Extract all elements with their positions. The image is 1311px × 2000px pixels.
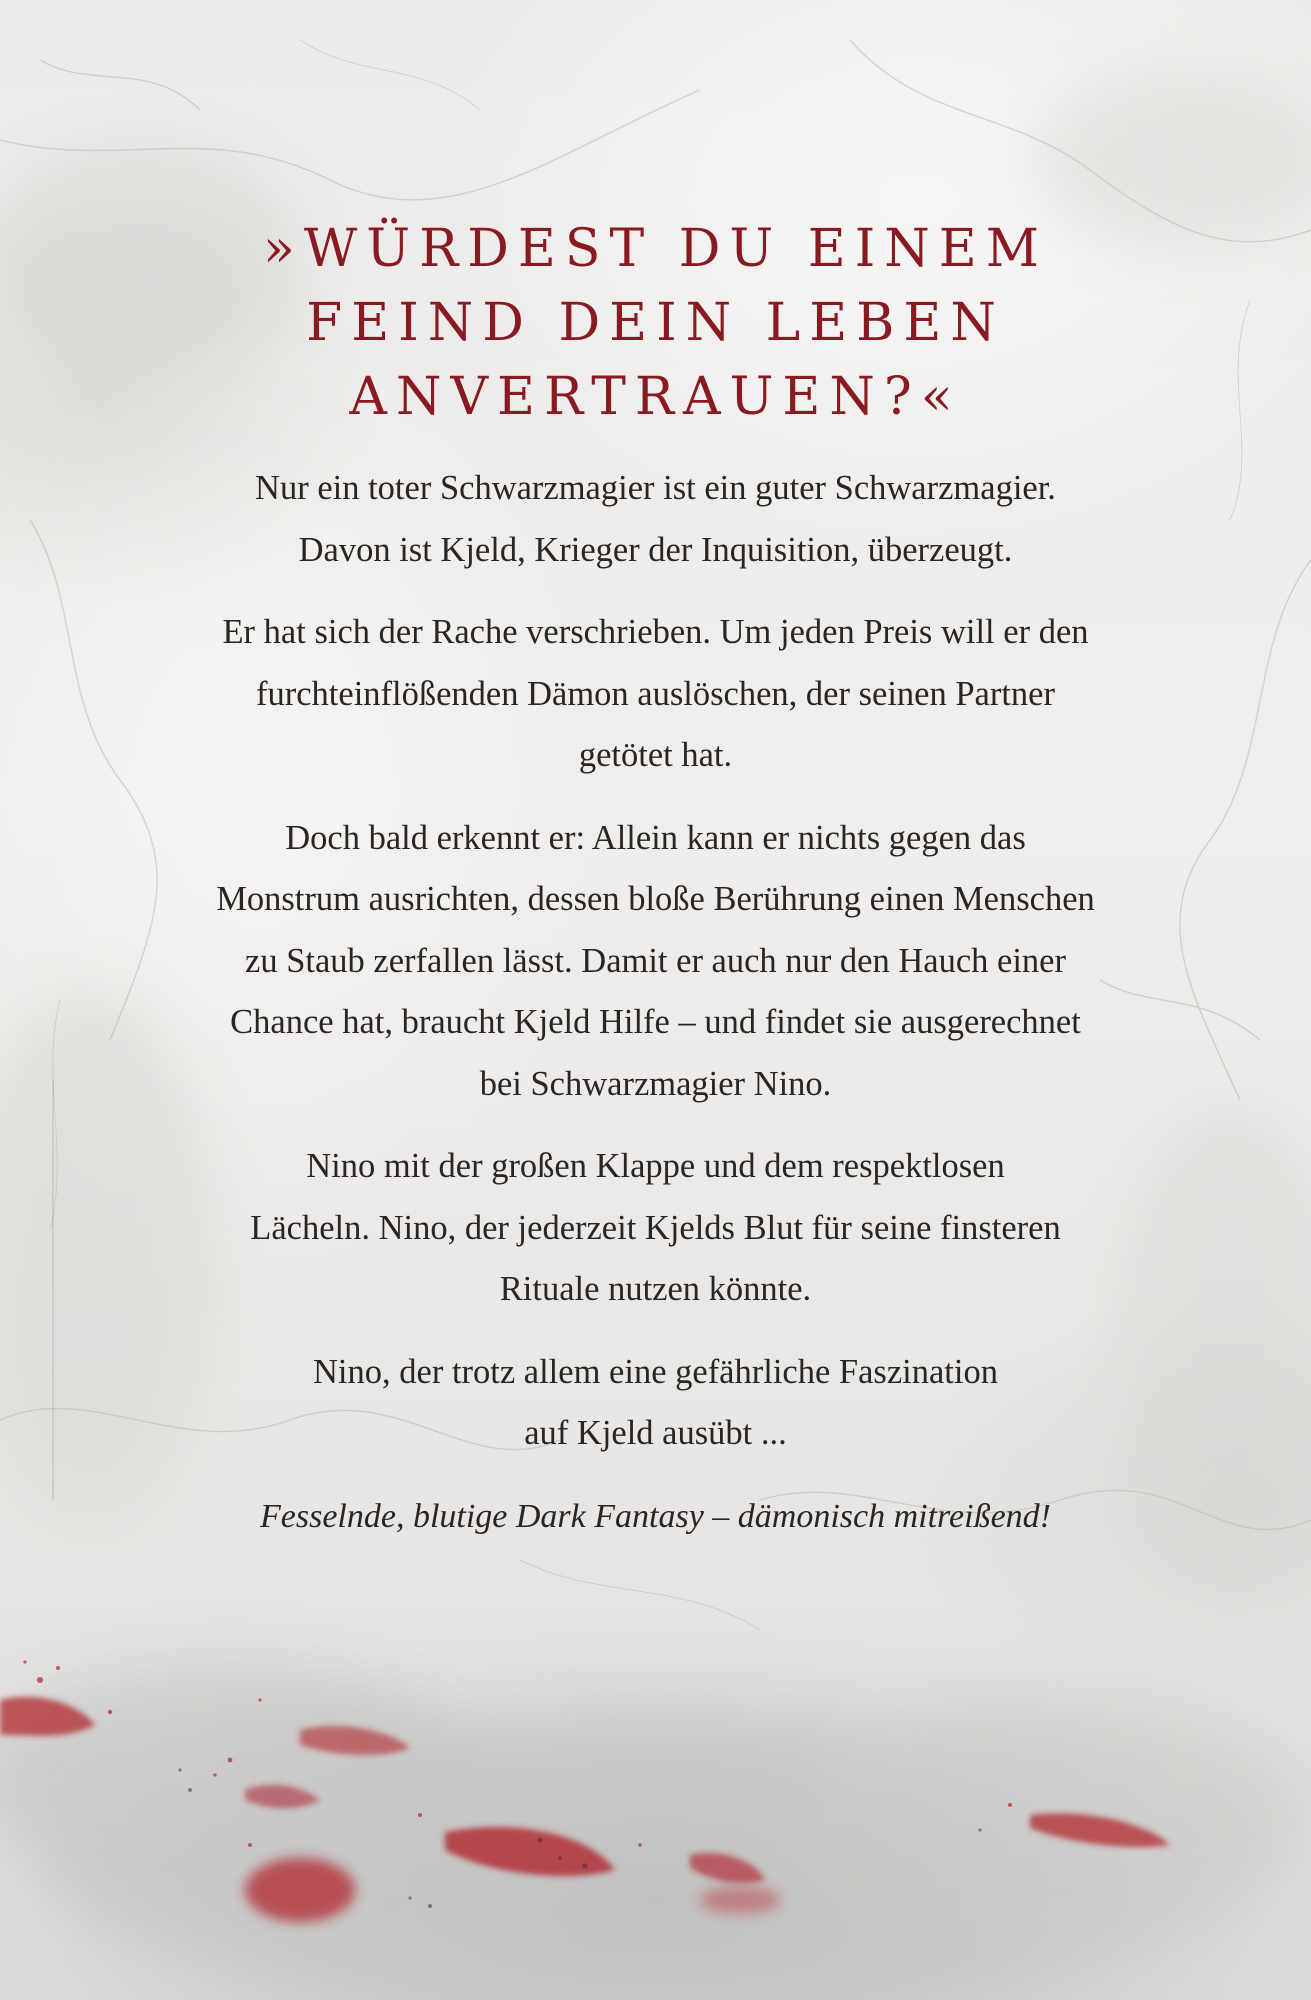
text-line: furchteinflößenden Dämon auslöschen, der seinen Partner bbox=[256, 674, 1055, 713]
genre-tagline: Fesselnde, blutige Dark Fantasy – dämonisch mitreißend! bbox=[260, 1497, 1051, 1535]
blurb-paragraph-5 bbox=[130, 1342, 1181, 1465]
blurb-paragraph-3 bbox=[130, 808, 1181, 1116]
heading-line: »WÜRDEST DU EINEM bbox=[263, 219, 1048, 279]
text-line: getötet hat. bbox=[578, 736, 733, 774]
text-line: zu Staub zerfallen lässt. Damit er auch nur den Hauch einer bbox=[245, 941, 1066, 980]
heading-line: FEIND DEIN LEBEN bbox=[306, 293, 1005, 353]
text-line: Doch bald erkennt er: Allein kann er nichts gegen das bbox=[285, 818, 1026, 857]
text-line: Chance hat, braucht Kjeld Hilfe – und findet sie ausgerechnet bbox=[230, 1003, 1081, 1041]
heading-line: ANVERTRAUEN?« bbox=[349, 367, 962, 427]
blurb-paragraph-2 bbox=[130, 602, 1181, 787]
blurb-paragraph-1 bbox=[130, 458, 1181, 581]
text-line: Nur ein toter Schwarzmagier ist ein guter Schwarzmagier. bbox=[255, 469, 1056, 507]
text-line: bei Schwarzmagier Nino. bbox=[479, 1064, 832, 1103]
text-line: Er hat sich der Rache verschrieben. Um jeden Preis will er den bbox=[222, 613, 1089, 651]
text-line: Nino mit der großen Klappe und dem respektlosen bbox=[306, 1147, 1005, 1185]
tagline-question-heading bbox=[200, 212, 1111, 434]
text-line: Nino, der trotz allem eine gefährliche Faszination bbox=[313, 1352, 998, 1391]
text-line: Davon ist Kjeld, Krieger der Inquisition, überzeugt. bbox=[298, 530, 1013, 569]
text-line: auf Kjeld ausübt ... bbox=[524, 1414, 787, 1452]
blurb-text bbox=[130, 458, 1181, 1568]
text-line: Monstrum ausrichten, dessen bloße Berührung einen Menschen bbox=[216, 880, 1095, 918]
text-line: Lächeln. Nino, der jederzeit Kjelds Blut für seine finsteren bbox=[250, 1208, 1061, 1247]
text-line: Rituale nutzen könnte. bbox=[499, 1270, 812, 1308]
blurb-paragraph-4 bbox=[130, 1136, 1181, 1321]
